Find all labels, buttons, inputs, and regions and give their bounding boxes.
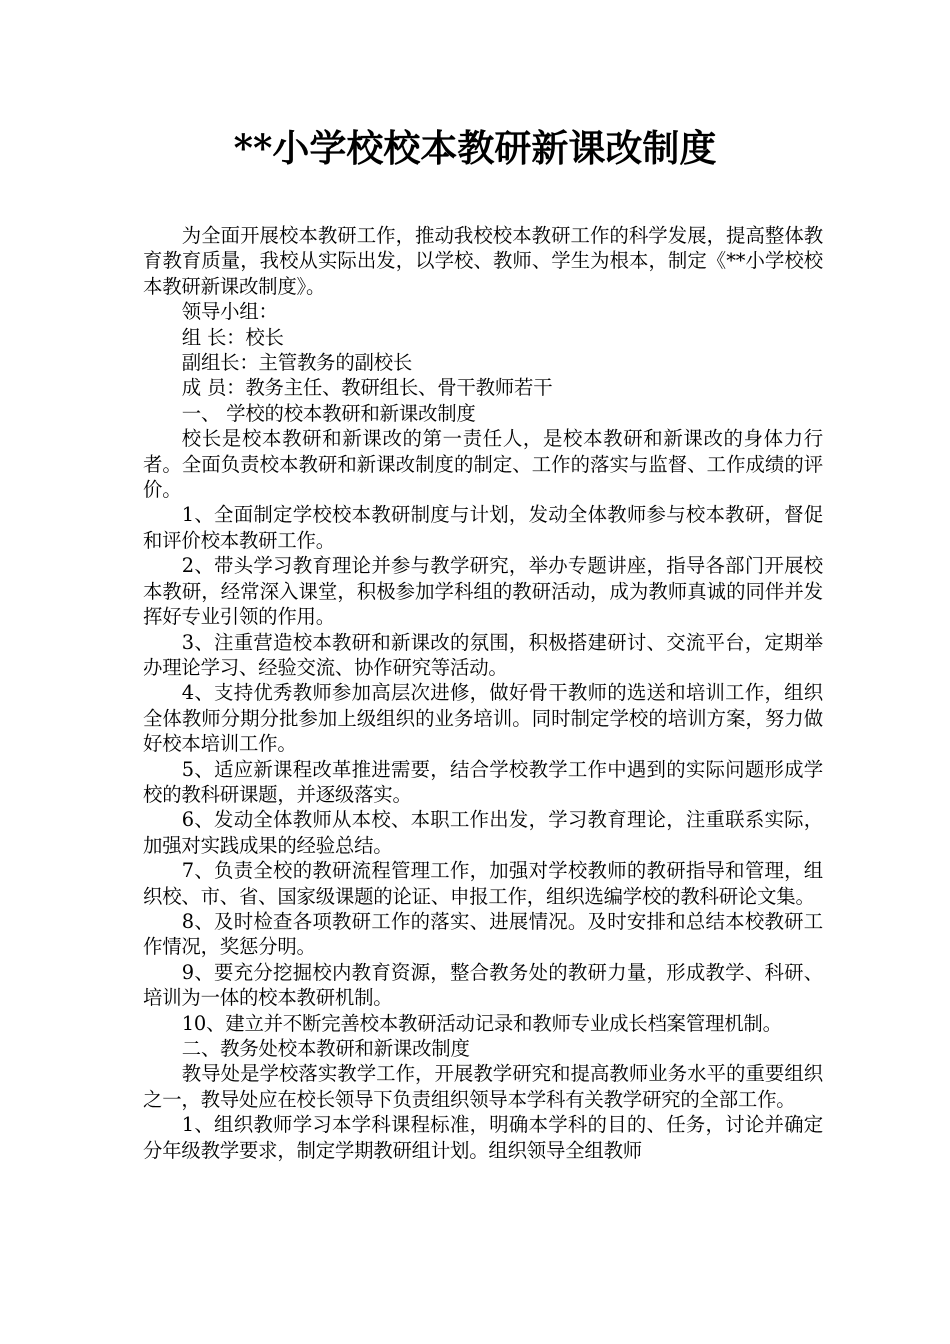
list-item-4: 4、支持优秀教师参加高层次进修，做好骨干教师的选送和培训工作，组织全体教师分期分批参加上级组织的业务培训。同时制定学校的培训方案，努力做好校本培训工作。 (143, 681, 823, 756)
paragraph-members: 成 员：教务主任、教研组长、骨干教师若干 (181, 376, 553, 400)
document-body (143, 223, 823, 1163)
list-item-6: 6、发动全体教师从本校、本职工作出发，学习教育理论，注重联系实际，加强对实践成果的经验总结。 (143, 808, 823, 857)
paragraph-intro: 为全面开展校本教研工作，推动我校校本教研工作的科学发展，提高整体教育教育质量，我校从实际出发，以学校、教师、学生为根本，制定《**小学校校本教研新课改制度》。 (143, 224, 823, 298)
paragraph-group-leader: 组 长：校长 (181, 325, 284, 349)
list-item-office-1: 1、组织教师学习本学科课程标准，明确本学科的目的、任务，讨论并确定分年级教学要求，制定学期教研组计划。组织领导全组教师 (143, 1113, 823, 1162)
paragraph-principal-role: 校长是校本教研和新课改的第一责任人，是校本教研和新课改的身体力行者。全面负责校本教研和新课改制度的制定、工作的落实与监督、工作成绩的评价。 (143, 427, 823, 502)
paragraph-academic-office-role: 教导处是学校落实教学工作，开展教学研究和提高教师业务水平的重要组织之一，教导处应在校长领导下负责组织领导本学科有关教学研究的全部工作。 (143, 1062, 823, 1111)
section-heading-1: 一、 学校的校本教研和新课改制度 (181, 401, 476, 425)
document-title: **小学校校本教研新课改制度 (233, 126, 717, 170)
section-heading-2: 二、教务处校本教研和新课改制度 (181, 1037, 470, 1060)
list-item-2: 2、带头学习教育理论并参与教学研究，举办专题讲座，指导各部门开展校本教研，经常深入课堂，积极参加学科组的教研活动，成为教师真诚的同伴并发挥好专业引领的作用。 (143, 554, 823, 629)
list-item-10: 10、建立并不断完善校本教研活动记录和教师专业成长档案管理机制。 (181, 1011, 782, 1035)
list-item-5: 5、适应新课程改革推进需要，结合学校教学工作中遇到的实际问题形成学校的教科研课题，并逐级落实。 (143, 757, 823, 806)
list-item-8: 8、及时检查各项教研工作的落实、进展情况。及时安排和总结本校教研工作情况，奖惩分明。 (143, 909, 823, 959)
list-item-1: 1、全面制定学校校本教研制度与计划，发动全体教师参与校本教研，督促和评价校本教研工作。 (143, 503, 823, 552)
paragraph-leadership-group: 领导小组： (181, 300, 278, 324)
list-item-3: 3、注重营造校本教研和新课改的氛围，积极搭建研讨、交流平台，定期举办理论学习、经验交流、协作研究等活动。 (143, 630, 823, 679)
list-item-9: 9、要充分挖掘校内教育资源，整合教务处的教研力量，形成教学、科研、培训为一体的校本教研机制。 (143, 960, 823, 1010)
list-item-7: 7、负责全校的教研流程管理工作，加强对学校教师的教研指导和管理，组织校、市、省、国家级课题的论证、申报工作，组织选编学校的教科研论文集。 (143, 859, 823, 908)
paragraph-deputy-leader: 副组长：主管教务的副校长 (181, 351, 413, 375)
